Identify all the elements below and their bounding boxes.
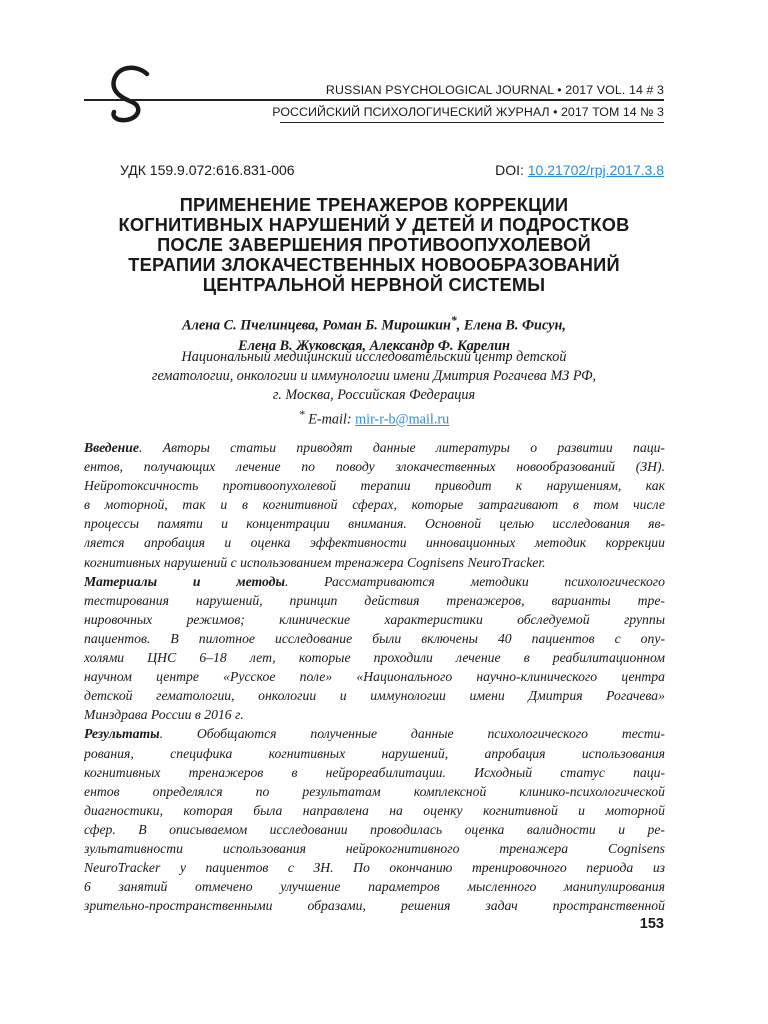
title-line: ЦЕНТРАЛЬНОЙ НЕРВНОЙ СИСТЕМЫ xyxy=(202,275,546,295)
affiliation-line: гематологии, онкологии и иммунологии имени Дмитрия Рогачева МЗ РФ, xyxy=(151,368,597,384)
email-label: E-mail: xyxy=(304,411,356,428)
abstract-line: сфер. В описываемом исследовании проводилась оценка валидности и ре- xyxy=(84,821,665,837)
header-rule-bottom xyxy=(280,122,664,123)
abstract-line: тестирования нарушений, принцип действия тренажеров, варианты тре- xyxy=(84,592,665,608)
abstract-line xyxy=(84,724,665,743)
abstract-line: Нейротоксичность противоопухолевой терапии приводит к нарушениям, как xyxy=(84,478,665,494)
abstract-line: зрительно-пространственными образами, решения задач пространственной xyxy=(84,898,665,914)
title-line: ТЕРАПИИ ЗЛОКАЧЕСТВЕННЫХ НОВООБРАЗОВАНИЙ xyxy=(128,255,620,275)
author-names-b: , Елена В. Фисун, xyxy=(456,317,566,334)
abstract-line: диагностики, которая была направлена на оценку когнитивной и моторной xyxy=(84,802,665,818)
affiliation xyxy=(84,348,664,430)
abstract-line: холями ЦНС 6–18 лет, которые проходили лечение в реабилитационном xyxy=(84,650,665,666)
page-number: 153 xyxy=(639,916,664,932)
results-heading: Результаты xyxy=(84,726,160,742)
doi-link[interactable]: 10.21702/rpj.2017.3.8 xyxy=(527,162,664,178)
abstract-line: ляется апробация и оценка эффективности инновационных методик коррекции xyxy=(84,535,665,551)
abstract-line: ентов, получающих лечение по поводу злокачественных новообразований (ЗН). xyxy=(84,459,665,475)
abstract-line: пациентов. В пилотное исследование были включены 40 пациентов с опу- xyxy=(84,630,665,646)
abstract-line: научном центре «Русское поле» «Национального научно-клинического центра xyxy=(84,669,665,685)
abstract-line: ентов определялся по результатам комплексной клинико-психологической xyxy=(84,783,665,799)
abstract-line xyxy=(84,438,665,457)
abstract-line: Минздрава России в 2016 г. xyxy=(84,707,244,723)
email-line xyxy=(84,405,664,430)
corresponding-star: * xyxy=(450,313,457,327)
affiliation-line: Национальный медицинский исследовательский центр детской xyxy=(181,349,567,365)
journal-swirl-logo-icon xyxy=(84,60,154,129)
abstract-line: в моторной, так и в когнитивной сферах, которые затрагивают в том числе xyxy=(84,497,665,513)
udc-code: УДК 159.9.072:616.831-006 xyxy=(120,162,295,178)
abstract-line: 6 занятий отмечено улучшение параметров мысленного манипулирования xyxy=(84,879,665,895)
journal-title-en: RUSSIAN PSYCHOLOGICAL JOURNAL • 2017 VOL. 14 # 3 xyxy=(325,83,664,97)
results-first-line: . Обобщаются полученные данные психологического тести- xyxy=(159,726,665,742)
email-link[interactable]: mir-r-b@mail.ru xyxy=(355,411,450,428)
affiliation-line: г. Москва, Российская Федерация xyxy=(272,387,476,403)
author-names-a: Алена С. Пчелинцева, Роман Б. Мирошкин xyxy=(182,317,451,334)
title-line: ПРИМЕНЕНИЕ ТРЕНАЖЕРОВ КОРРЕКЦИИ xyxy=(179,195,569,215)
methods-first-line: . Рассматриваются методики психологического xyxy=(284,573,665,589)
abstract xyxy=(84,438,665,915)
abstract-line: детской гематологии, онкологии и иммунологии имени Дмитрия Рогачева» xyxy=(84,688,665,704)
abstract-line: NeuroTracker у пациентов с ЗН. По окончанию тренировочного периода из xyxy=(84,860,665,876)
authors-line-2: Елена В. Жуковская, Александр Ф. Карелин xyxy=(238,337,510,354)
abstract-line: зультативности использования нейрокогнитивного тренажера Cognisens xyxy=(84,840,665,856)
article-title xyxy=(84,195,664,295)
doi xyxy=(495,162,664,178)
title-line: КОГНИТИВНЫХ НАРУШЕНИЙ У ДЕТЕЙ И ПОДРОСТКОВ xyxy=(118,215,630,235)
doi-label: DOI: xyxy=(495,162,528,178)
abstract-line xyxy=(84,572,665,591)
abstract-line: нировочных режимов; клинические характеристики обследуемой группы xyxy=(84,611,665,627)
email-star: * xyxy=(298,407,305,421)
title-line: ПОСЛЕ ЗАВЕРШЕНИЯ ПРОТИВООПУХОЛЕВОЙ xyxy=(157,235,591,255)
abstract-line: когнитивных тренажеров в нейрореабилитации. Исходный статус паци- xyxy=(84,764,665,780)
authors-line-1 xyxy=(84,310,664,336)
journal-title-ru: РОССИЙСКИЙ ПСИХОЛОГИЧЕСКИЙ ЖУРНАЛ • 2017 ТОМ 14 № 3 xyxy=(272,105,664,119)
header-rule-top xyxy=(84,99,664,101)
intro-first-line: . Авторы статьи приводят данные литературы о развитии паци- xyxy=(138,440,665,455)
methods-heading: Материалы и методы xyxy=(84,573,285,589)
abstract-line: рования, специфика когнитивных нарушений, апробация использования xyxy=(84,745,665,761)
intro-heading: Введение xyxy=(84,440,139,455)
abstract-line: процессы памяти и концентрации внимания. Основной целью исследования яв- xyxy=(84,516,665,532)
abstract-line: когнитивных нарушений с использованием тренажера Cognisens NeuroTracker. xyxy=(84,554,546,570)
